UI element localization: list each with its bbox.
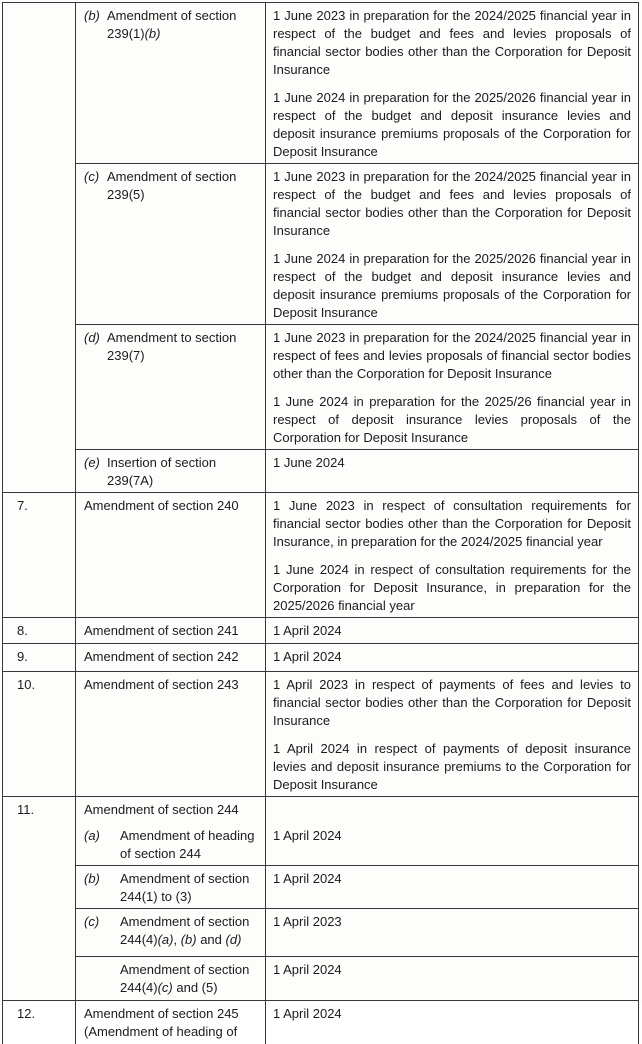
amendment-description: [84, 622, 260, 640]
description-line: [84, 7, 260, 43]
item-number-cell: [3, 3, 76, 493]
commencement-cell: [266, 1001, 639, 1044]
description-line: [84, 913, 260, 949]
table-row: [3, 797, 639, 866]
amendment-cell: [76, 644, 266, 672]
description-italic-segment: (a): [157, 932, 174, 947]
commencement-cell: [266, 644, 639, 672]
description-segment: Amendment of section 244(1) to (3): [120, 871, 250, 904]
commencement-cell: [266, 618, 639, 644]
amendment-cell: [76, 866, 266, 909]
table-row: [3, 672, 639, 797]
paragraph-letter: (b): [84, 871, 100, 886]
amendment-cell: [76, 325, 266, 450]
description-segment: and (5): [172, 980, 218, 995]
amendment-description: [107, 329, 260, 365]
table-row: [3, 493, 639, 618]
commencement-paragraph: 1 April 2024: [273, 1006, 342, 1021]
commencement-cell: [266, 325, 639, 450]
commencement-cell: [266, 672, 639, 797]
table-row: [3, 1001, 639, 1044]
item-number-cell: 11.: [3, 797, 76, 1001]
commencement-cell: [266, 164, 639, 325]
amendment-cell: [76, 909, 266, 957]
amendment-description: [84, 1005, 260, 1041]
commencement-cell: [266, 797, 639, 866]
amendment-cell: [76, 957, 266, 1001]
description-italic-segment: (c): [157, 980, 173, 995]
amendment-cell: [76, 450, 266, 493]
description-segment: Amendment of section 242: [84, 649, 239, 664]
item-number-cell: 9.: [3, 644, 76, 672]
description-segment: Amendment of section 244(4): [120, 962, 250, 995]
commencement-paragraph: 1 June 2023 in preparation for the 2024/2025 financial year in respect of the budget and fees and levies proposals of financial sector bodies other than the Corporation for Deposit Insurance: [273, 169, 631, 238]
amendment-description: [84, 676, 260, 694]
commencement-paragraph: 1 June 2024 in preparation for the 2025/2026 financial year in respect of the budget and deposit insurance levies and deposit insurance premiums proposals of the Corporation for Deposit Insurance: [273, 251, 631, 320]
table-row: [3, 3, 639, 164]
item-number-cell: 10.: [3, 672, 76, 797]
table-row: [3, 909, 639, 957]
description-italic-segment: (b): [180, 932, 197, 947]
description-segment: Amendment of section 244(4): [120, 914, 250, 947]
table-row: [3, 164, 639, 325]
description-line: [84, 454, 260, 490]
commencement-cell: [266, 909, 639, 957]
paragraph-letter: (c): [84, 914, 100, 929]
amendment-description: [120, 913, 260, 949]
table-body: [3, 3, 639, 1044]
paragraph-letter: (d): [84, 330, 100, 345]
description-line: [84, 168, 260, 204]
description-line: [84, 870, 260, 906]
commencement-cell: [266, 957, 639, 1001]
amendment-group-header: Amendment of section 244: [84, 802, 239, 817]
commencement-paragraph: 1 June 2024 in preparation for the 2025/2026 financial year in respect of the budget and deposit insurance levies and deposit insurance premiums proposals of the Corporation for Deposit Insurance: [273, 90, 631, 159]
description-segment: and: [196, 932, 226, 947]
table-row: [3, 618, 639, 644]
paragraph-letter: (e): [84, 455, 100, 470]
table-row: [3, 325, 639, 450]
paragraph-letter: [84, 961, 120, 997]
description-segment: Insertion of section 239(7A): [107, 455, 217, 488]
description-segment: Amendment to section 239(7): [107, 330, 237, 363]
commencement-cell: [266, 866, 639, 909]
amendment-cell: [76, 618, 266, 644]
description-line: [84, 329, 260, 365]
amendment-cell: [76, 672, 266, 797]
amendment-description: [107, 454, 260, 490]
commencement-paragraph: 1 April 2024: [273, 871, 342, 886]
commencement-paragraph: 1 April 2024 in respect of payments of deposit insurance levies and deposit insurance premiums to the Corporation for Deposit Insurance: [273, 741, 631, 792]
table-row: [3, 450, 639, 493]
amendment-description: [84, 648, 260, 666]
commencement-paragraph: 1 June 2023 in preparation for the 2024/2025 financial year in respect of fees and levies proposals of financial sector bodies other than the Corporation for Deposit Insurance: [273, 330, 631, 381]
commencement-cell: [266, 450, 639, 493]
commencement-paragraph: 1 April 2023 in respect of payments of fees and levies to financial sector bodies other than the Corporation for Deposit Insurance: [273, 677, 631, 728]
description-segment: Amendment of section 245 (Amendment of heading of: [84, 1006, 239, 1039]
item-number-cell: 8.: [3, 618, 76, 644]
commencement-cell: [266, 493, 639, 618]
table-row: [3, 957, 639, 1001]
description-italic-segment: (d): [225, 932, 242, 947]
commencement-paragraph: 1 April 2024: [273, 962, 342, 977]
table-row: [3, 644, 639, 672]
description-segment: Amendment of section 243: [84, 677, 239, 692]
paragraph-letter: (b): [84, 8, 100, 23]
paragraph-letter: (c): [84, 169, 100, 184]
commencement-paragraph: 1 April 2024: [273, 649, 342, 664]
description-italic-segment: (b): [144, 26, 161, 41]
amendment-description: [120, 961, 260, 997]
description-segment: ,: [173, 932, 181, 947]
amendment-cell: [76, 1001, 266, 1044]
amendment-cell: [76, 797, 266, 866]
item-number-cell: 7.: [3, 493, 76, 618]
commencement-paragraph: 1 April 2023: [273, 914, 342, 929]
commencement-paragraph: 1 June 2024 in respect of consultation requirements for the Corporation for Deposit Insurance, in preparation for the 2025/2026 financial year: [273, 562, 631, 613]
table-row: [3, 866, 639, 909]
commencement-paragraph: 1 April 2024: [273, 828, 342, 843]
commencement-paragraph: 1 June 2023 in preparation for the 2024/2025 financial year in respect of the budget and fees and levies proposals of financial sector bodies other than the Corporation for Deposit Insurance: [273, 8, 631, 77]
description-segment: Amendment of section 239(1): [107, 8, 237, 41]
amendment-description: [107, 168, 260, 204]
commencement-paragraph: 1 June 2023 in respect of consultation requirements for financial sector bodies other than the Corporation for Deposit Insurance, in preparation for the 2024/2025 financial year: [273, 498, 631, 549]
commencement-paragraph: 1 June 2024 in preparation for the 2025/26 financial year in respect of deposit insurance levies proposals of the Corporation for Deposit Insurance: [273, 394, 631, 445]
commencement-paragraph: 1 April 2024: [273, 623, 342, 638]
commencement-cell: [266, 3, 639, 164]
amendment-description: [120, 870, 260, 906]
paragraph-letter: (a): [84, 828, 100, 843]
description-line: [84, 827, 260, 863]
item-number-cell: 12.: [3, 1001, 76, 1044]
description-segment: Amendment of heading of section 244: [120, 828, 255, 861]
amendment-cell: [76, 3, 266, 164]
amendment-cell: [76, 493, 266, 618]
amendment-cell: [76, 164, 266, 325]
description-line: [84, 961, 260, 997]
amendment-description: [120, 827, 260, 863]
description-segment: Amendment of section 240: [84, 498, 239, 513]
description-segment: Amendment of section 239(5): [107, 169, 237, 202]
commencement-schedule-table: [2, 2, 639, 1044]
description-segment: Amendment of section 241: [84, 623, 239, 638]
amendment-description: [107, 7, 260, 43]
commencement-paragraph: 1 June 2024: [273, 455, 345, 470]
amendment-description: [84, 497, 260, 515]
